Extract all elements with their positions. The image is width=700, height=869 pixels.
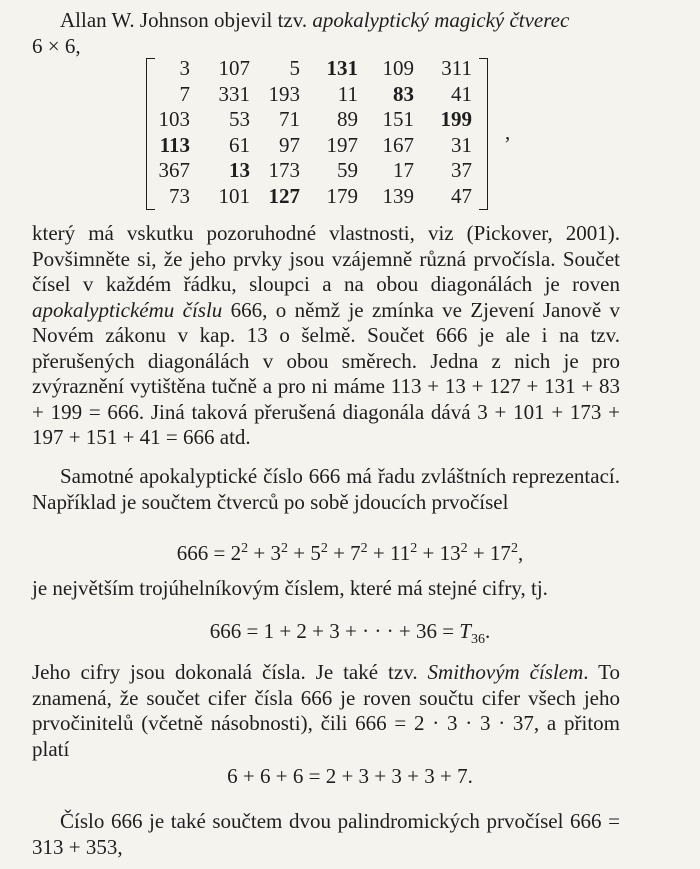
matrix-cell: 173: [268, 158, 300, 183]
equation-term: + 17: [467, 541, 511, 565]
intro-paragraph: [32, 8, 620, 59]
equation-tail: ,: [517, 541, 524, 565]
matrix-cell: 7: [179, 81, 190, 106]
matrix-cell: 53: [229, 107, 250, 132]
triangular-tail: .: [484, 619, 491, 643]
equation-term-exponent: 2: [360, 541, 368, 556]
equation-term: + 7: [327, 541, 361, 565]
matrix-cell: 3: [179, 56, 190, 80]
equation-term-exponent: 2: [410, 541, 418, 556]
matrix-cell-bold: 113: [159, 132, 190, 157]
matrix-cell: 167: [382, 132, 414, 157]
left-bracket: [146, 58, 155, 210]
matrix-comma: ,: [505, 120, 511, 144]
matrix-row: [158, 158, 472, 184]
matrix-cell: 31: [451, 132, 472, 157]
triangular-text: je největším trojúhelníkovým číslem, které má stejné cifry, tj.: [32, 576, 548, 600]
intro-text: Allan W. Johnson objevil tzv.: [60, 8, 313, 32]
squares-equation: [0, 536, 700, 566]
matrix-cell: 367: [158, 158, 190, 183]
equation-term: + 13: [417, 541, 461, 565]
triangular-paragraph: [32, 576, 620, 602]
matrix-cell: 193: [268, 81, 300, 106]
apocalyptic-square-term: apokalyptický magický čtverec: [312, 8, 570, 32]
matrix-cell: 71: [279, 107, 300, 132]
matrix-cell: 47: [451, 183, 472, 208]
equation-term-exponent: 2: [460, 541, 468, 556]
apocalyptic-number-term: apokalyptickému číslu: [32, 297, 223, 322]
palindrome-text: Číslo 666 je také součtem dvou palindromických prvočísel 666 = 313 + 353,: [32, 809, 620, 859]
matrix-row: [158, 56, 472, 82]
matrix-cell: 11: [337, 81, 358, 106]
properties-paragraph: [32, 221, 620, 451]
matrix-cell: 17: [393, 158, 414, 183]
equation-term: + 3: [248, 541, 281, 565]
equation-term: + 5: [287, 541, 321, 565]
square-size: 6 × 6,: [32, 33, 81, 58]
equation-exponent: 2: [241, 541, 249, 556]
matrix-cell: 179: [326, 183, 358, 208]
matrix-cell: 37: [451, 158, 472, 183]
equation-term-exponent: 2: [280, 541, 288, 556]
smith-number-term: Smithovým číslem: [427, 660, 584, 684]
matrix-cell: 89: [337, 107, 358, 132]
matrix-cell-bold: 13: [229, 158, 250, 183]
equation-term-exponent: 2: [510, 541, 518, 556]
matrix-cell: 109: [382, 56, 414, 80]
equation-lead: 666 = 2: [176, 541, 242, 565]
triangular-index: 36: [470, 632, 485, 648]
triangular-sum: 666 = 1 + 2 + 3 + · · · + 36 =: [209, 619, 460, 643]
matrix-cell: 73: [169, 183, 190, 208]
representations-paragraph: [32, 464, 620, 515]
triangular-equation: [0, 618, 700, 653]
matrix-cell: 139: [382, 183, 414, 208]
matrix-cell: 61: [229, 132, 250, 157]
matrix-cell: 5: [289, 56, 300, 80]
matrix-row: [158, 184, 472, 210]
smith-text-1: Jeho cifry jsou dokonalá čísla. Je také tzv.: [32, 660, 428, 684]
right-bracket: [479, 58, 488, 210]
matrix-row: [158, 82, 472, 108]
matrix-cell: 311: [441, 56, 472, 80]
matrix-cell-bold: 83: [393, 81, 414, 106]
matrix-cell: 41: [451, 81, 472, 106]
properties-text-2: 666, o němž je zmínka ve Zjevení Janově v Novém zákonu v kap. 13 o šelmě. Součet 666 je ale i na tzv. přerušených diagonálách v obou směrech. Jedna z nich je pro zvýraznění vytištěna tučně a pro ni máme 113 + 13 + 127 + 131 + 83 + 199 = 666. Jiná taková přerušená diagonála dává 3 + 101 + 173 + 197 + 151 + 41 = 666 atd.: [32, 297, 620, 449]
matrix-table: [158, 56, 472, 210]
matrix-cell-bold: 131: [326, 56, 358, 80]
palindrome-paragraph: [32, 809, 620, 860]
matrix-row: [158, 107, 472, 133]
digits-equation: [0, 763, 700, 789]
equation-term-exponent: 2: [320, 541, 328, 556]
matrix-cell: 59: [337, 158, 358, 183]
matrix-cell: 197: [326, 132, 358, 157]
triangular-symbol: T: [459, 619, 471, 643]
smith-paragraph: [32, 660, 620, 762]
matrix-cell-bold: 199: [440, 107, 472, 132]
matrix-cell: 101: [218, 183, 250, 208]
matrix-cell-bold: 127: [268, 183, 300, 208]
equation-term: + 11: [367, 541, 411, 565]
matrix-cell: 331: [218, 81, 250, 106]
magic-square-matrix: [146, 56, 488, 212]
matrix-cell: 97: [279, 132, 300, 157]
matrix-cell: 103: [158, 107, 190, 132]
matrix-cell: 151: [382, 107, 414, 132]
equation-terms: [248, 541, 518, 565]
matrix-row: [158, 133, 472, 159]
matrix-cell: 107: [218, 56, 250, 80]
representations-text: Samotné apokalyptické číslo 666 má řadu zvláštních reprezentací. Například je součtem čtverců po sobě jdoucích prvočísel: [32, 464, 620, 514]
digits-equation-text: 6 + 6 + 6 = 2 + 3 + 3 + 3 + 7.: [227, 764, 473, 788]
smith-text-2: . To znamená, že součet cifer čísla 666 je roven součtu cifer všech jeho prvočinitelů (včetně násobnosti), čili 666 = 2 · 3 · 3 · 37, a přitom platí: [32, 660, 620, 761]
properties-text-1: který má vskutku pozoruhodné vlastnosti, viz (Pickover, 2001). Povšimněte si, že jeho prvky jsou vzájemně různá prvočísla. Součet čísel v každém řádku, sloupci a na obou diagonálách je roven: [32, 221, 620, 296]
